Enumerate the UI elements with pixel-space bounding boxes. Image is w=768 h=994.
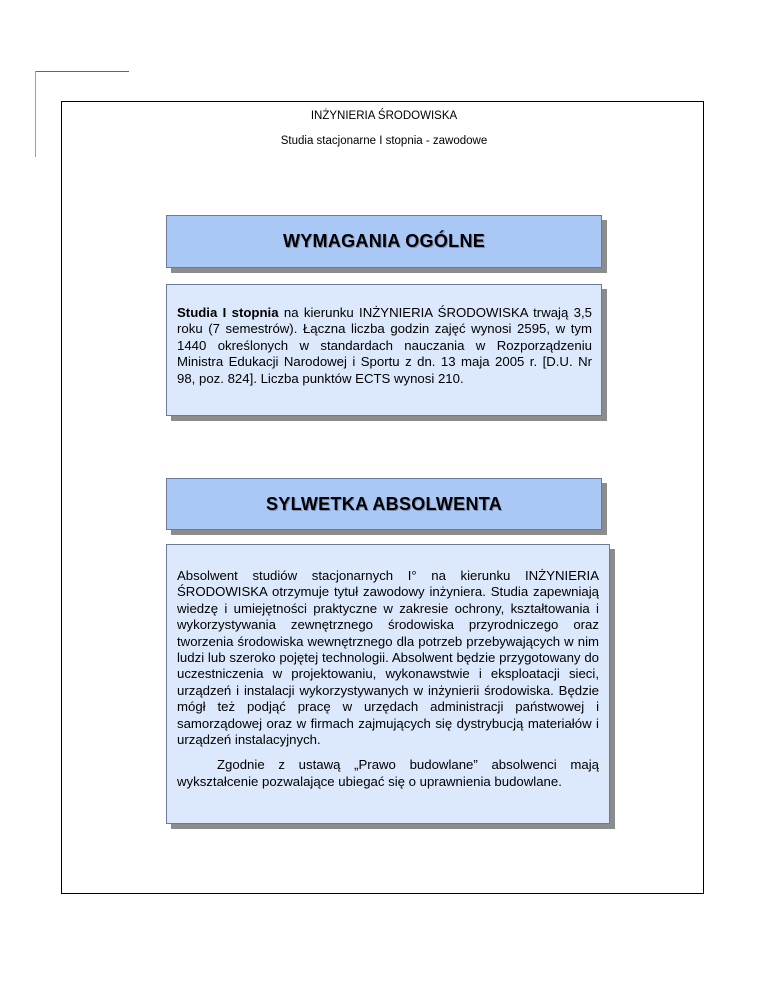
section-title-requirements: WYMAGANIA OGÓLNE xyxy=(166,215,602,268)
requirements-lead: Studia I stopnia xyxy=(177,305,279,320)
graduate-profile-paragraph-2: Zgodnie z ustawą „Prawo budowlane” absolwenci mają wykształcenie pozwalające ubiegać się o uprawnienia budowlane. xyxy=(177,757,599,789)
requirements-text-box xyxy=(166,284,602,416)
requirements-paragraph xyxy=(177,305,592,387)
requirements-body: na kierunku INŻYNIERIA ŚRODOWISKA trwają 3,5 roku (7 semestrów). Łączna liczba godzin zajęć wynosi 2595, w tym 1440 określonych w standardach nauczania w Rozporządzeniu Ministra Edukacji Narodowej i Sportu z dn. 13 maja 2005 r. [D.U. Nr 98, poz. 824]. Liczba punktów ECTS wynosi 210. xyxy=(177,305,592,386)
crop-mark-horizontal xyxy=(35,71,129,72)
page-header-title: INŻYNIERIA ŚRODOWISKA xyxy=(310,110,458,122)
graduate-profile-paragraph-1: Absolwent studiów stacjonarnych I° na kierunku INŻYNIERIA ŚRODOWISKA otrzymuje tytuł zawodowy inżyniera. Studia zapewniają wiedzę i umiejętności praktyczne w zakresie ochrony, kształtowania i wykorzystywania zewnętrznego środowiska przyrodniczego oraz tworzenia środowiska wewnętrznego dla potrzeb przebywających w nim ludzi lub szeroko pojętej technologii. Absolwent będzie przygotowany do uczestniczenia w projektowaniu, wykonawstwie i eksploatacji sieci, urządzeń i instalacji wykorzystywanych w inżynierii środowiska. Będzie mógł też podjąć pracę w urzędach administracji państwowej i samorządowej oraz w firmach zajmujących się dystrybucją materiałów i urządzeń instalacyjnych. xyxy=(177,568,599,748)
graduate-profile-text-box xyxy=(166,544,610,824)
page-header-subtitle: Studia stacjonarne I stopnia - zawodowe xyxy=(280,135,488,147)
section-title-graduate-profile: SYLWETKA ABSOLWENTA xyxy=(166,478,602,530)
